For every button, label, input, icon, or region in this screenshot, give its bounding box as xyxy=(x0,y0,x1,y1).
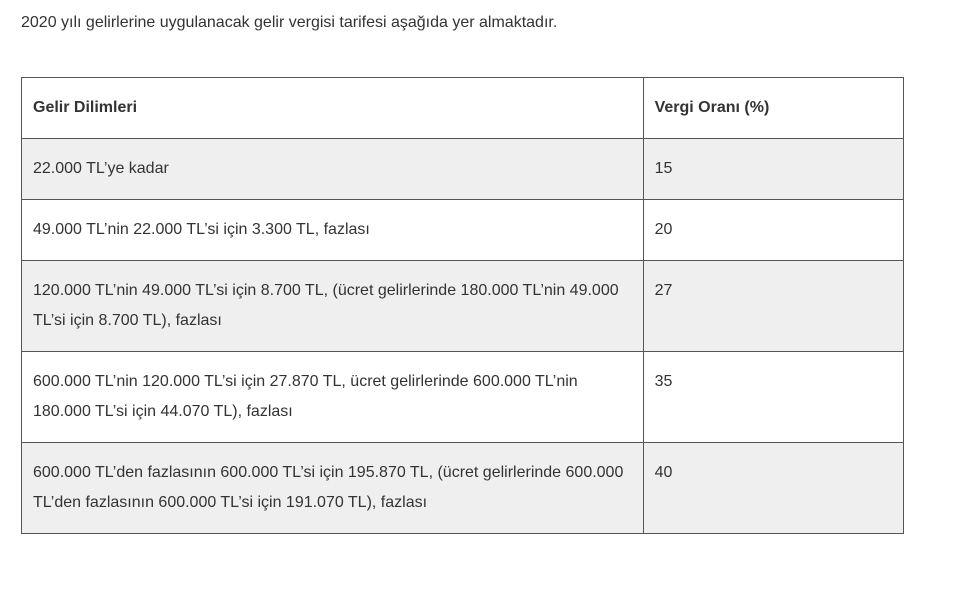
table-row xyxy=(22,139,904,200)
income-bracket-cell: 22.000 TL’ye kadar xyxy=(22,139,644,200)
table-row xyxy=(22,200,904,261)
tax-rate-cell: 40 xyxy=(643,443,903,534)
table-row xyxy=(22,443,904,534)
income-bracket-cell: 120.000 TL’nin 49.000 TL’si için 8.700 TL, (ücret gelirlerinde 180.000 TL’nin 49.000 TL’si için 8.700 TL), fazlası xyxy=(22,261,644,352)
header-income-brackets: Gelir Dilimleri xyxy=(22,78,644,139)
tax-rate-cell: 20 xyxy=(643,200,903,261)
tax-rate-cell: 35 xyxy=(643,352,903,443)
header-tax-rate: Vergi Oranı (%) xyxy=(643,78,903,139)
income-tax-table xyxy=(21,77,904,534)
table-row xyxy=(22,261,904,352)
table-header-row xyxy=(22,78,904,139)
table-row xyxy=(22,352,904,443)
income-bracket-cell: 49.000 TL’nin 22.000 TL’si için 3.300 TL, fazlası xyxy=(22,200,644,261)
tax-rate-cell: 27 xyxy=(643,261,903,352)
income-bracket-cell: 600.000 TL’nin 120.000 TL’si için 27.870 TL, ücret gelirlerinde 600.000 TL’nin 180.000 TL’si için 44.070 TL), fazlası xyxy=(22,352,644,443)
income-bracket-cell: 600.000 TL’den fazlasının 600.000 TL’si için 195.870 TL, (ücret gelirlerinde 600.000 TL’den fazlasının 600.000 TL’si için 191.070 TL), fazlası xyxy=(22,443,644,534)
tax-rate-cell: 15 xyxy=(643,139,903,200)
intro-text: 2020 yılı gelirlerine uygulanacak gelir vergisi tarifesi aşağıda yer almaktadır. xyxy=(21,14,558,31)
